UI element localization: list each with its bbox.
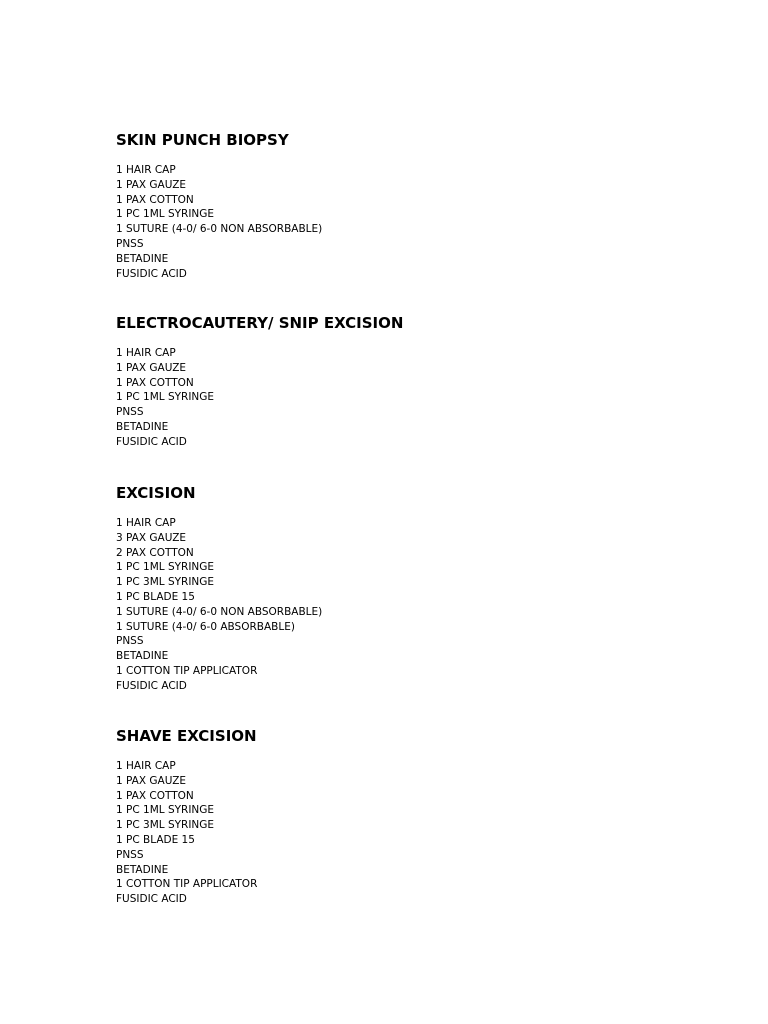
list-item: 1 PC BLADE 15: [116, 590, 195, 603]
supply-list: [116, 516, 736, 694]
list-item: 1 PC 3ML SYRINGE: [116, 576, 215, 589]
list-item: PNSS: [116, 848, 144, 861]
document-page: [116, 0, 736, 1024]
list-item: 2 PAX COTTON: [116, 546, 194, 559]
list-item: FUSIDIC ACID: [116, 267, 187, 280]
list-item: 1 HAIR CAP: [116, 760, 176, 772]
list-item: PNSS: [116, 635, 144, 648]
list-item: 1 PAX COTTON: [116, 193, 194, 206]
supply-list: [116, 346, 736, 450]
list-item: 1 SUTURE (4-0/ 6-0 NON ABSORBABLE): [116, 605, 323, 618]
section-electrocautery-snip-excision: [116, 314, 736, 450]
list-item: 1 COTTON TIP APPLICATOR: [116, 664, 258, 677]
section-skin-punch-biopsy: [116, 131, 736, 281]
list-item: 1 COTTON TIP APPLICATOR: [116, 878, 258, 891]
list-item: BETADINE: [116, 252, 169, 265]
list-item: 1 HAIR CAP: [116, 164, 176, 176]
list-item: 1 PC 1ML SYRINGE: [116, 561, 215, 574]
list-item: BETADINE: [116, 863, 169, 876]
section-title: ELECTROCAUTERY/ SNIP EXCISION: [116, 314, 404, 332]
section-title: EXCISION: [116, 484, 196, 502]
list-item: 3 PAX GAUZE: [116, 531, 187, 544]
list-item: 1 PC 1ML SYRINGE: [116, 208, 215, 221]
list-item: 1 PAX GAUZE: [116, 178, 187, 191]
section-title: SHAVE EXCISION: [116, 727, 257, 745]
list-item: FUSIDIC ACID: [116, 893, 187, 906]
section-excision: [116, 484, 736, 694]
list-item: 1 PC 1ML SYRINGE: [116, 391, 215, 404]
list-item: 1 HAIR CAP: [116, 347, 176, 359]
list-item: 1 PAX GAUZE: [116, 774, 187, 787]
list-item: 1 PAX COTTON: [116, 789, 194, 802]
list-item: 1 PC 3ML SYRINGE: [116, 819, 215, 832]
list-item: FUSIDIC ACID: [116, 435, 187, 448]
section-shave-excision: [116, 727, 736, 907]
list-item: PNSS: [116, 237, 144, 250]
list-item: PNSS: [116, 406, 144, 419]
section-title: SKIN PUNCH BIOPSY: [116, 131, 289, 149]
supply-list: [116, 163, 736, 281]
list-item: 1 PC 1ML SYRINGE: [116, 804, 215, 817]
list-item: BETADINE: [116, 650, 169, 663]
list-item: 1 PAX GAUZE: [116, 361, 187, 374]
list-item: 1 PAX COTTON: [116, 376, 194, 389]
list-item: BETADINE: [116, 420, 169, 433]
list-item: FUSIDIC ACID: [116, 679, 187, 692]
list-item: 1 SUTURE (4-0/ 6-0 NON ABSORBABLE): [116, 223, 323, 236]
list-item: 1 HAIR CAP: [116, 517, 176, 529]
supply-list: [116, 759, 736, 907]
list-item: 1 PC BLADE 15: [116, 833, 195, 846]
list-item: 1 SUTURE (4-0/ 6-0 ABSORBABLE): [116, 620, 295, 633]
